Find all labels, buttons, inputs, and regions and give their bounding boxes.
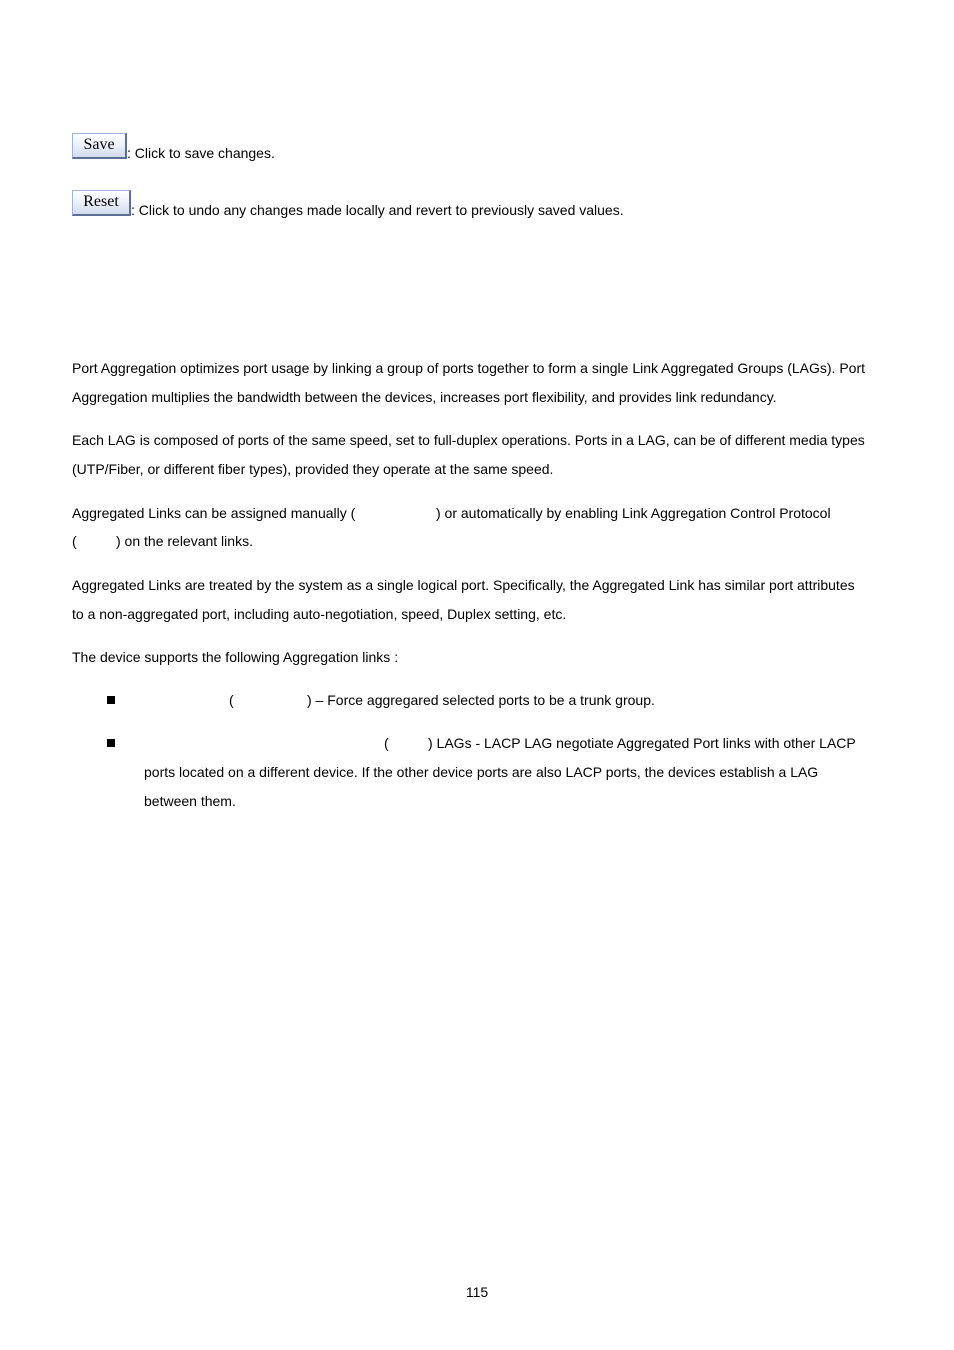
reset-button-description: : Click to undo any changes made locally and revert to previously saved values. — [131, 202, 624, 218]
paragraph-3-line-1b: ) or automatically by enabling Link Aggregation Control Protocol — [436, 505, 831, 521]
bullet-1-text: ) – Force aggregared selected ports to be a trunk group. — [307, 692, 655, 708]
bullet-1-open-paren: ( — [229, 692, 234, 708]
paragraph-4-line-1: Aggregated Links are treated by the system as a single logical port. Specifically, the Aggregated Link has similar port attributes — [72, 577, 855, 593]
paragraph-3-line-1a: Aggregated Links can be assigned manually ( — [72, 505, 356, 521]
bullet-square-icon — [107, 696, 115, 704]
bullet-2-text-line-1: ) LAGs - LACP LAG negotiate Aggregated Port links with other LACP — [428, 735, 856, 751]
paragraph-5-line-1: The device supports the following Aggregation links : — [72, 649, 399, 665]
bullet-2-text-line-2: ports located on a different device. If the other device ports are also LACP ports, the devices establish a LAG — [144, 764, 819, 780]
bullet-2-text-line-3: between them. — [144, 793, 236, 809]
save-button-row — [72, 133, 275, 159]
bullet-square-icon — [107, 739, 115, 747]
paragraph-1-line-2: Aggregation multiplies the bandwidth between the devices, increases port flexibility, and provides link redundancy. — [72, 389, 777, 405]
save-button-description: : Click to save changes. — [127, 145, 275, 161]
paragraph-4-line-2: to a non-aggregated port, including auto-negotiation, speed, Duplex setting, etc. — [72, 606, 567, 622]
paragraph-1-line-1: Port Aggregation optimizes port usage by linking a group of ports together to form a single Link Aggregated Groups (LAGs). Port — [72, 360, 865, 376]
save-button[interactable]: Save — [72, 133, 127, 159]
bullet-2-open-paren: ( — [384, 735, 389, 751]
paragraph-2-line-2: (UTP/Fiber, or different fiber types), provided they operate at the same speed. — [72, 461, 554, 477]
reset-button-row — [72, 190, 624, 216]
reset-button[interactable]: Reset — [72, 190, 131, 216]
paragraph-3-line-2a: ( — [72, 533, 77, 549]
page-number: 115 — [465, 1284, 489, 1300]
paragraph-3-line-2b: ) on the relevant links. — [116, 533, 253, 549]
paragraph-2-line-1: Each LAG is composed of ports of the same speed, set to full-duplex operations. Ports in a LAG, can be of different media types — [72, 432, 865, 448]
